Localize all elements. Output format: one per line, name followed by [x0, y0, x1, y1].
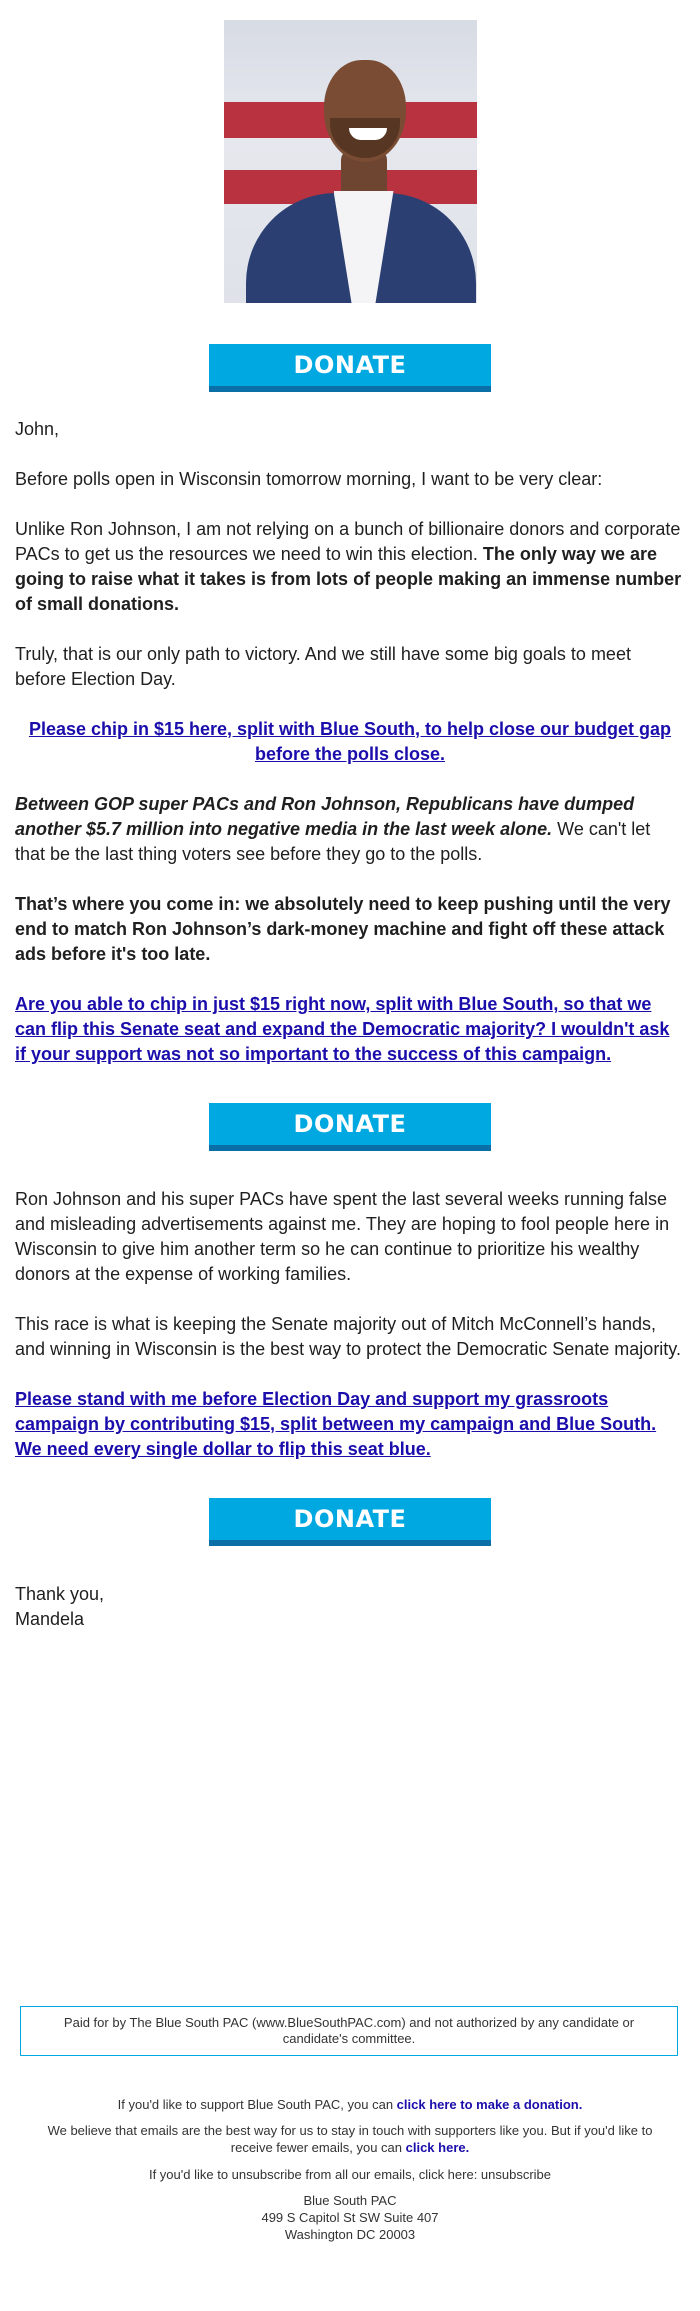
- org-name: Blue South PAC: [303, 2193, 397, 2208]
- paid-for-disclaimer: [20, 2006, 678, 2056]
- paragraph-link-1: [15, 717, 685, 767]
- paragraph-path-to-victory: Truly, that is our only path to victory. And we still have some big goals to meet before Election Day.: [15, 644, 631, 689]
- footer-unsubscribe: [0, 2166, 700, 2183]
- donate-button[interactable]: DONATE: [209, 1103, 491, 1151]
- gop-spending-text: We can't let that be the last thing voters see before they go to the polls.: [15, 819, 651, 864]
- signature: Mandela: [15, 1609, 85, 1629]
- donation-link[interactable]: click here to make a donation.: [396, 2097, 583, 2112]
- disclaimer-text: Paid for by The Blue South PAC (www.BlueSouthPAC.com) and not authorized by any candidate or candidate's committee.: [63, 2015, 635, 2046]
- chip-in-link-3[interactable]: Please stand with me before Election Day and support my grassroots campaign by contributing $15, split between my campaign and Blue South. We need every single dollar to flip this seat blue.: [15, 1389, 657, 1459]
- signoff: [0, 1582, 700, 1632]
- chip-in-link-1[interactable]: Please chip in $15 here, split with Blue South, to help close our budget gap before the polls close.: [28, 719, 672, 764]
- email-body-continued: [0, 1187, 700, 1462]
- donate-row-2: [0, 1103, 700, 1151]
- header-photo-row: [0, 0, 700, 308]
- chip-in-link-2[interactable]: Are you able to chip in just $15 right now, split with Blue South, so that we can flip this Senate seat and expand the Democratic majority? I wouldn't ask if your support was not so important to the success of this campaign.: [15, 994, 670, 1064]
- footer-support-line: [0, 2096, 700, 2113]
- closing: Thank you,: [15, 1584, 105, 1604]
- paragraph-where-you-come-in: That’s where you come in: we absolutely need to keep pushing until the very end to match Ron Johnson’s dark-money machine and fight off these attack ads before it's too late.: [15, 894, 671, 964]
- paragraph-link-3: [15, 1387, 685, 1462]
- paragraph-small-donors: [15, 517, 685, 617]
- footer-fewer-emails: [0, 2122, 700, 2156]
- gop-spending-emphasis: Between GOP super PACs and Ron Johnson, Republicans have dumped another $5.7 million into negative media in the last week alone.: [15, 794, 635, 839]
- support-text: If you'd like to support Blue South PAC, you can: [117, 2097, 397, 2112]
- greeting: John,: [15, 419, 60, 439]
- paragraph-intro: Before polls open in Wisconsin tomorrow morning, I want to be very clear:: [15, 469, 603, 489]
- donate-button[interactable]: DONATE: [209, 344, 491, 392]
- fewer-emails-link[interactable]: click here.: [405, 2140, 470, 2155]
- unsubscribe-link[interactable]: unsubscribe: [480, 2167, 552, 2182]
- paragraph-false-ads: Ron Johnson and his super PACs have spent the last several weeks running false and misleading advertisements against me. They are hoping to fool people here in Wisconsin to give him another term so he can continue to prioritize his wealthy donors at the expense of working families.: [15, 1189, 670, 1284]
- donate-row-3: [0, 1498, 700, 1546]
- address-line-1: 499 S Capitol St SW Suite 407: [261, 2210, 439, 2225]
- donate-button[interactable]: DONATE: [209, 1498, 491, 1546]
- footer-address: [0, 2192, 700, 2243]
- small-donors-emphasis: The only way we are going to raise what it takes is from lots of people making an immense number of small donations.: [15, 544, 682, 614]
- candidate-photo: [224, 20, 477, 303]
- small-donors-text: Unlike Ron Johnson, I am not relying on a bunch of billionaire donors and corporate PACs to get us the resources we need to win this election.: [15, 519, 681, 564]
- paragraph-gop-spending: [15, 792, 685, 867]
- paragraph-link-2: [15, 992, 685, 1067]
- address-line-2: Washington DC 20003: [284, 2227, 416, 2242]
- fewer-emails-text: We believe that emails are the best way for us to stay in touch with supporters like you. But if you'd like to receive fewer emails, you can: [47, 2123, 653, 2155]
- donate-row-1: [0, 344, 700, 392]
- unsubscribe-text: If you'd like to unsubscribe from all our emails, click here:: [148, 2167, 481, 2182]
- paragraph-senate-majority: This race is what is keeping the Senate majority out of Mitch McConnell’s hands, and winning in Wisconsin is the best way to protect the Democratic Senate majority.: [15, 1314, 681, 1359]
- email-body: [0, 417, 700, 1067]
